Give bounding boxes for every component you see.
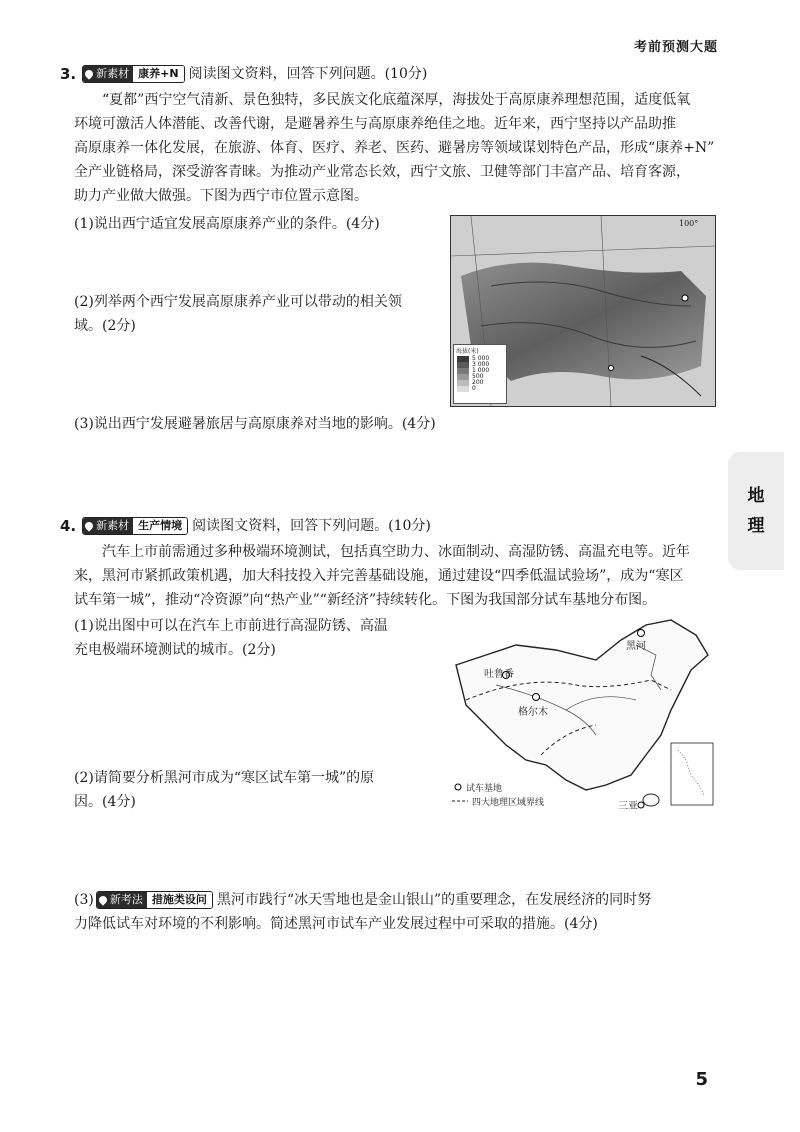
question-3 [60, 62, 720, 208]
question-number: 3. [60, 65, 77, 83]
sub-question-2: (2)列举两个西宁发展高原康养产业可以带动的相关领 域。(2分) [74, 294, 402, 334]
question-material: “夏都”西宁空气清新、景色独特，多民族文化底蕴深厚，海拔处于高原康养理想范围，适度低氧 环境可激活人体潜能、改善代谢，是避暑养生与高原康养绝佳之地。近年来，西宁坚持以产品助推 高原康养一体化发展，在旅游、体育、医疗、养老、医药、避暑房等领域谋划特色产品，形成“康养+N” 全产业链格局，深受游客青睐。为推动产业常态长效，西宁文旅、卫健等部门丰富产品、培育客源， 助力产业做大做强。下图为西宁市位置示意图。 [74, 92, 715, 204]
sub-question-1: (1)说出西宁适宜发展高原康养产业的条件。(4分) [74, 216, 380, 232]
location-pin-icon [83, 520, 94, 531]
city-turpan: 吐鲁番 [484, 669, 514, 680]
elevation-legend: 海拔(米) 5 000 3 000 1 000 500 200 0 [453, 344, 507, 404]
question-4 [60, 514, 720, 612]
legend-test-base: 试车基地 [466, 784, 503, 794]
question-lead: 阅读图文资料，回答下列问题。(10分) [188, 66, 428, 82]
city-golmud: 格尔木 [518, 707, 548, 718]
location-pin-icon [83, 68, 94, 79]
subject-char-2: 理 [747, 516, 765, 536]
question-material: 汽车上市前需通过多种极端环境测试，包括真空助力、冰面制动、高湿防锈、高温充电等。近年 来，黑河市紧抓政策机遇，加大科技投入并完善基础设施，通过建设“四季低温试验场”，成为“寒区 试车第一城”，推动“冷资源”向“热产业”“新经济”持续转化。下图为我国部分试车基地分布图。 [74, 544, 690, 608]
sub-question-1: (1)说出图中可以在汽车上市前进行高湿防锈、高温 充电极端环境测试的城市。(2分) [74, 618, 388, 658]
question-tag: 新素材 生产情境 [82, 517, 188, 535]
sub-question-2: (2)请简要分析黑河市成为“寒区试车第一城”的原 因。(4分) [74, 770, 375, 810]
sub-question-3: (3) 新考法 措施类设问 黑河市践行“冰天雪地也是金山银山”的重要理念，在发展经济的同时努 力降低试车对环境的不利影响。简述黑河市试车产业发展过程中可采取的措施。(4分) [74, 892, 652, 932]
subject-char-1: 地 [747, 486, 765, 506]
page-header: 考前预测大题 [633, 40, 718, 55]
legend-region-boundary: 四大地理区域界线 [472, 798, 545, 808]
china-test-base-map [446, 615, 716, 815]
xining-location-map [450, 215, 716, 407]
question-lead: 阅读图文资料，回答下列问题。(10分) [192, 518, 431, 534]
longitude-label: 100° [679, 219, 699, 228]
sub-question-3: (3)说出西宁发展避暑旅居与高原康养对当地的影响。(4分) [74, 416, 436, 432]
xining-marker [682, 295, 688, 301]
question-number: 4. [60, 517, 77, 535]
city-sanya: 三亚 [618, 801, 638, 812]
question-tag: 新素材 康养+N [82, 65, 184, 83]
page-number: 5 [695, 1069, 708, 1090]
subject-tab [728, 452, 784, 570]
location-pin-icon [97, 894, 108, 905]
question-tag: 新考法 措施类设问 [96, 891, 213, 909]
city-heihe: 黑河 [626, 641, 646, 652]
